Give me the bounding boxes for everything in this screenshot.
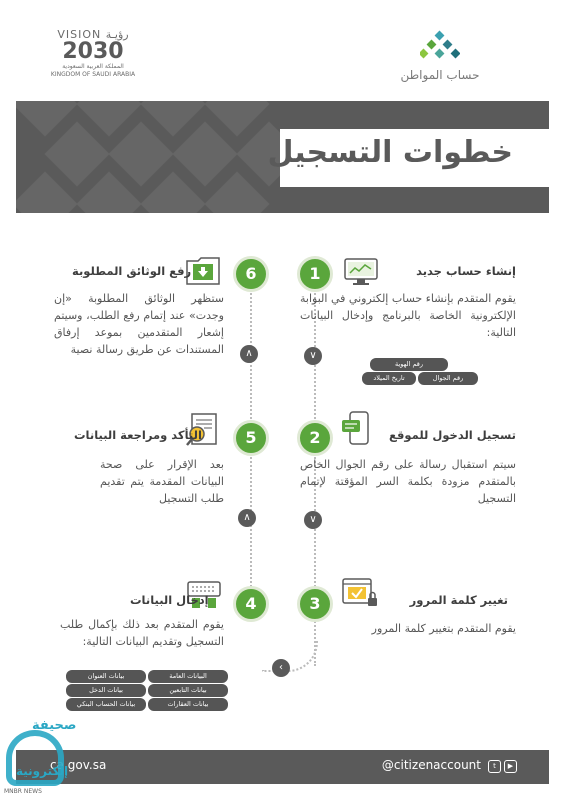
pill-property-data: بيانات العقارات: [148, 698, 228, 711]
newspaper-watermark: [2, 718, 82, 796]
pill-general-data: البيانات العامة: [148, 670, 228, 683]
pill-id-number: رقم الهوية: [370, 358, 448, 371]
pill-income-data: بيانات الدخل: [66, 684, 146, 697]
title-banner: [16, 101, 549, 213]
step-3-body: يقوم المتقدم بتغيير كلمة المرور: [371, 622, 516, 635]
twitter-icon[interactable]: t: [488, 760, 501, 773]
step-4-title: إدخال البيانات: [130, 593, 209, 607]
chevron-down-icon: ∨: [304, 347, 322, 365]
password-window-icon: [342, 578, 378, 614]
chevron-up-icon: ∧: [240, 345, 258, 363]
chevron-left-icon: ‹: [272, 659, 290, 677]
step-1-body: يقوم المتقدم بإنشاء حساب إلكتروني في البوابة الإلكترونية الخاصة بالبرنامج وإدخال البيانات التالية:: [300, 292, 516, 339]
vision-2030-logo: [48, 28, 138, 90]
step-3-title: تغيير كلمة المرور: [409, 593, 508, 607]
pill-dependents-data: بيانات التابعين: [148, 684, 228, 697]
step-5-number: 5: [233, 420, 269, 456]
step-2-title: تسجيل الدخول للموقع: [389, 428, 516, 442]
step-6-body: ستظهر الوثائق المطلوبة «إن وجدت» عند إتمام رفع الطلب، وسيتم إشعار المتقدمين بموعد إرفاق المستندات عن طريق رسالة نصية: [54, 292, 224, 356]
step-6-title: رفع الوثائق المطلوبة: [72, 264, 192, 278]
step-4-number: 4: [233, 586, 269, 622]
citizen-account-logo: [400, 30, 480, 82]
page-title: خطوات التسجيل: [267, 135, 513, 170]
step-2-number: 2: [297, 420, 333, 456]
vision-sub-ar: المملكة العربية السعودية: [62, 63, 124, 70]
vision-year: 2030: [62, 39, 124, 64]
mobile-message-icon: [340, 410, 376, 450]
chevron-down-icon: ∨: [304, 511, 322, 529]
vision-sub-en: KINGDOM OF SAUDI ARABIA: [50, 71, 136, 78]
footer-bar: [16, 750, 549, 784]
watermark-line2: إلكترونية: [16, 764, 69, 778]
pill-bank-data: بيانات الحساب البنكي: [66, 698, 146, 711]
chevron-up-icon: ∧: [238, 509, 256, 527]
website-link[interactable]: ca.gov.sa: [50, 758, 107, 772]
watermark-credit: MNBR NEWS: [4, 788, 42, 795]
step-4-body: يقوم المتقدم بعد ذلك بإكمال طلب التسجيل وتقديم البيانات التالية:: [60, 618, 224, 648]
pill-birthdate: تاريخ الميلاد: [362, 372, 416, 385]
step-5-body: بعد الإقرار على صحة البيانات المقدمة يتم تقديم طلب التسجيل: [100, 458, 224, 505]
citizen-logo-icon: [420, 30, 460, 62]
step-3-number: 3: [297, 586, 333, 622]
step-6-number: 6: [233, 256, 269, 292]
step-2-body: سيتم استقبال رسالة على رقم الجوال الخاص بالمتقدم مزودة بكلمة السر المؤقتة لإتمام التسجيل: [300, 458, 516, 505]
step-1-number: 1: [297, 256, 333, 292]
pill-address-data: بيانات العنوان: [66, 670, 146, 683]
watermark-line1: صحيفة: [32, 718, 77, 733]
vision-title: VISION رؤيـة: [57, 28, 129, 41]
timeline-curve: [262, 640, 318, 672]
twitter-handle[interactable]: @citizenaccount: [381, 758, 481, 772]
youtube-icon[interactable]: ▶: [504, 760, 517, 773]
pill-mobile: رقم الجوال: [418, 372, 478, 385]
monitor-icon: [344, 258, 378, 292]
step-5-title: التأكد ومراجعة البيانات: [74, 428, 202, 442]
citizen-logo-label: حساب المواطن: [400, 68, 480, 82]
step-1-title: إنشاء حساب جديد: [416, 264, 516, 278]
